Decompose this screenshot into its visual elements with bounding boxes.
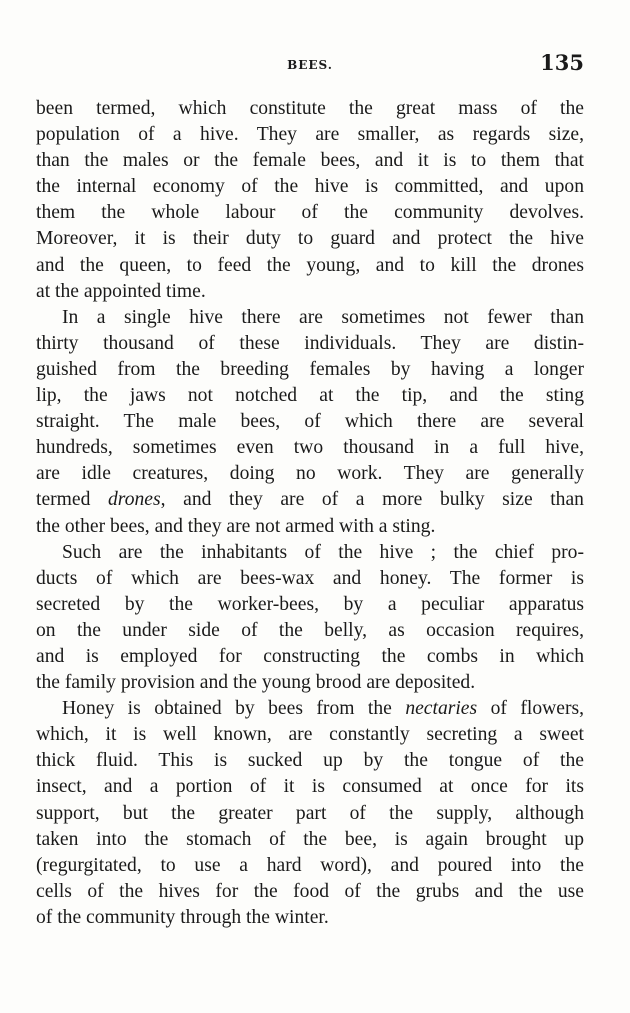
text-line: thirty thousand of these individuals. They are distin- [36,332,584,354]
text-segment: , and they are of a more bulky size than [160,489,584,511]
page-header [36,50,584,80]
text-line: insect, and a portion of it is consumed at once for its [36,776,584,798]
text-line: ducts of which are bees-wax and honey. The former is [36,567,584,589]
text-line: which, it is well known, are constantly secreting a sweet [36,724,584,746]
text-line: and the queen, to feed the young, and to kill the drones [36,254,584,276]
text-line: and is employed for constructing the combs in which [36,645,584,667]
text-line: population of a hive. They are smaller, as regards size, [36,124,584,146]
text-line: than the males or the female bees, and it is to them that [36,150,584,172]
text-line: Moreover, it is their duty to guard and protect the hive [36,228,584,250]
text-line: at the appointed time. [36,280,206,302]
text-line: Such are the inhabitants of the hive ; the chief pro- [62,541,584,563]
text-line: are idle creatures, doing no work. They are generally [36,463,584,485]
text-line: support, but the greater part of the supply, although [36,802,584,824]
page-number: 135 [540,50,584,75]
text-line: them the whole labour of the community devolves. [36,202,584,224]
text-line: the internal economy of the hive is committed, and upon [36,176,584,198]
text-line [36,696,584,722]
text-line: In a single hive there are sometimes not fewer than [62,306,584,328]
text-line: of the community through the winter. [36,906,329,928]
text-line: guished from the breeding females by having a longer [36,358,584,380]
text-segment: Honey is obtained by bees from the [62,698,406,720]
paragraph [36,96,584,305]
text-line: secreted by the worker-bees, by a peculiar apparatus [36,593,584,615]
text-line: taken into the stomach of the bee, is again brought up [36,828,584,850]
text-line: the family provision and the young brood are deposited. [36,672,476,694]
paragraph [36,540,584,697]
text-line [36,487,584,513]
text-line: thick fluid. This is sucked up by the tongue of the [36,750,584,772]
paragraph [36,696,584,931]
italic-term: drones [108,489,161,511]
paragraph [36,305,584,540]
body-text [36,96,584,931]
text-line: the other bees, and they are not armed with a sting. [36,515,436,537]
italic-term: nectaries [405,698,478,720]
text-segment: of flowers, [477,698,584,720]
text-line: straight. The male bees, of which there are several [36,411,584,433]
text-line: on the under side of the belly, as occasion requires, [36,619,584,641]
running-title: BEES. [287,58,333,72]
text-line: hundreds, sometimes even two thousand in a full hive, [36,437,584,459]
text-line: (regurgitated, to use a hard word), and poured into the [36,854,584,876]
text-line: cells of the hives for the food of the grubs and the use [36,880,584,902]
text-segment: termed [36,489,108,511]
text-line: lip, the jaws not notched at the tip, and the sting [36,385,584,407]
text-line: been termed, which constitute the great mass of the [36,98,584,119]
